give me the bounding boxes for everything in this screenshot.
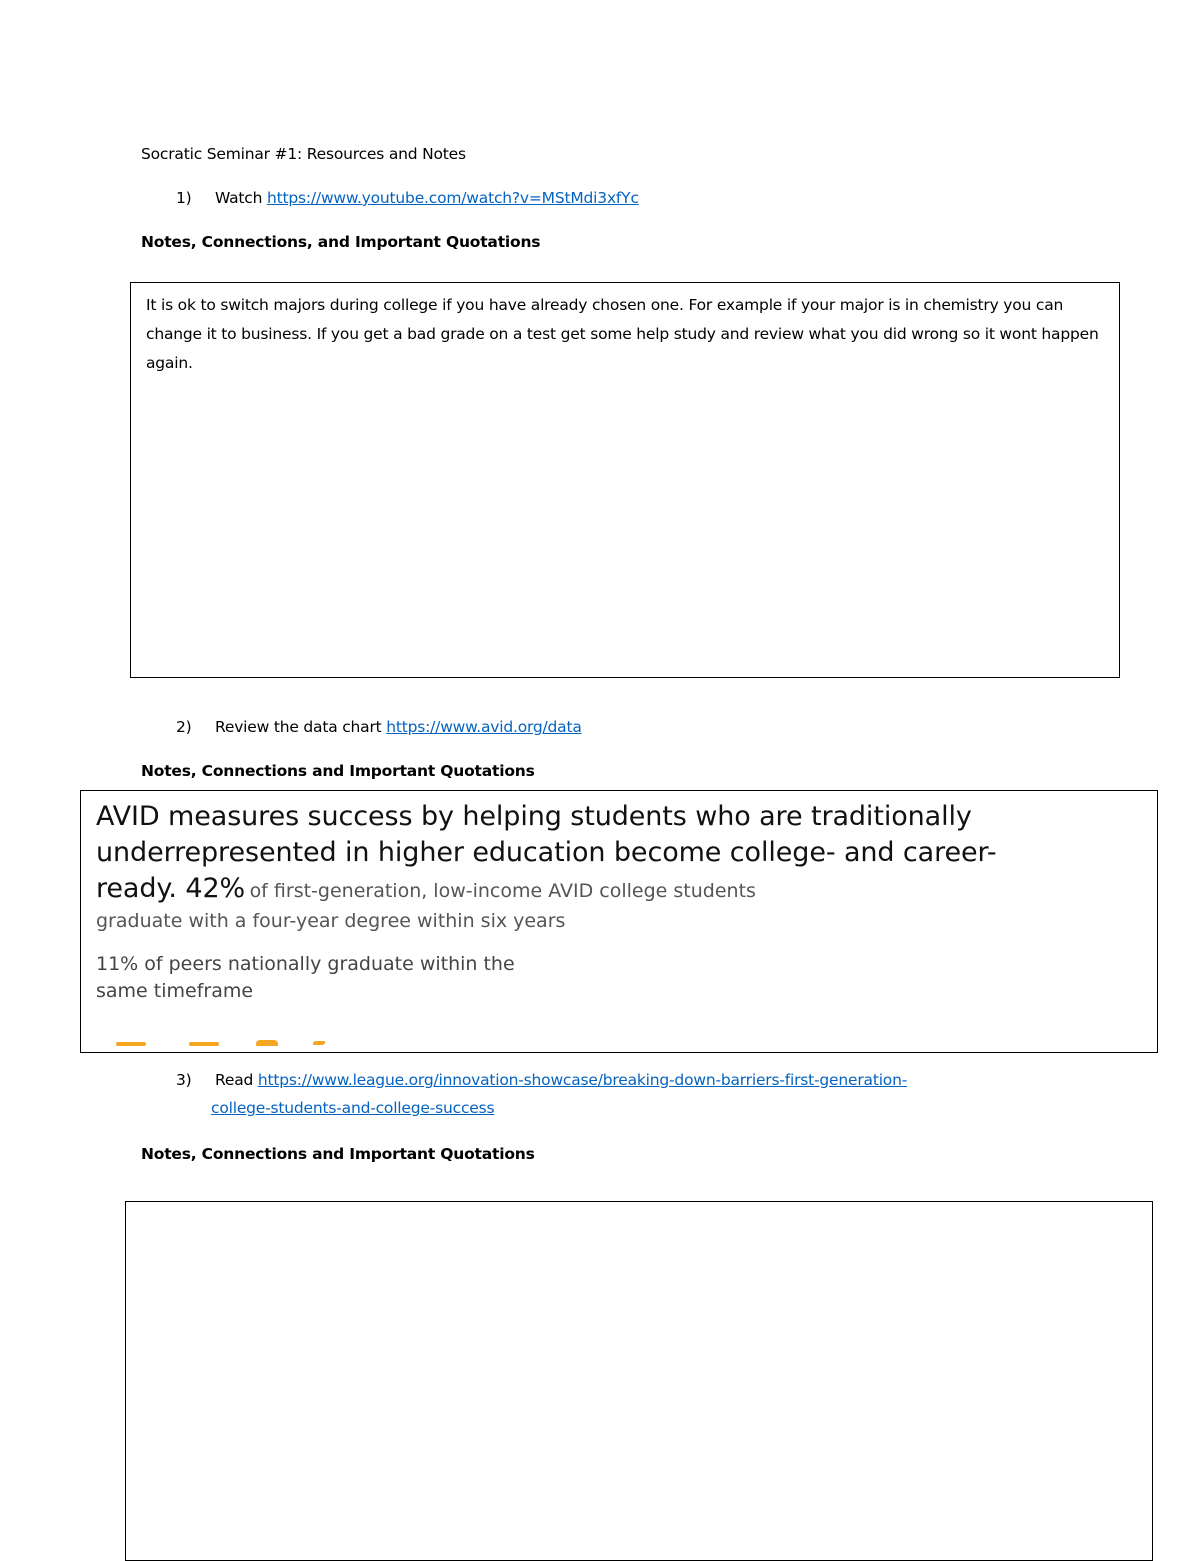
avid-line-5: 11% of peers nationally graduate within the bbox=[96, 953, 515, 975]
page-title: Socratic Seminar #1: Resources and Notes bbox=[141, 145, 466, 163]
avid-line-4: graduate with a four-year degree within six years bbox=[96, 910, 566, 932]
item-1-verb: Watch bbox=[214, 189, 263, 207]
avid-line-2: underrepresented in higher education become college- and career- bbox=[96, 837, 997, 868]
league-link-line-1[interactable]: https://www.league.org/innovation-showcase/breaking-down-barriers-first-generation- bbox=[257, 1071, 908, 1089]
item-1 bbox=[176, 189, 639, 207]
item-3-number: 3) bbox=[176, 1071, 192, 1089]
item-3-verb: Read bbox=[214, 1071, 254, 1089]
item-2 bbox=[176, 718, 582, 736]
notes-heading-1: Notes, Connections, and Important Quotations bbox=[141, 233, 541, 251]
youtube-link[interactable]: https://www.youtube.com/watch?v=MStMdi3xfYc bbox=[266, 189, 639, 207]
item-3 bbox=[176, 1071, 907, 1089]
notes-heading-2: Notes, Connections and Important Quotations bbox=[141, 762, 535, 780]
avid-line-3 bbox=[96, 871, 756, 907]
avid-line-3-small: of first-generation, low-income AVID college students bbox=[249, 880, 756, 902]
notes-box-1[interactable] bbox=[130, 282, 1120, 678]
avid-line-1: AVID measures success by helping students who are traditionally bbox=[96, 801, 972, 832]
notes-box-3[interactable] bbox=[125, 1201, 1153, 1561]
notes-box-2[interactable] bbox=[80, 790, 1158, 1053]
avid-stat-42: ready. 42% bbox=[96, 873, 246, 904]
avid-data-link[interactable]: https://www.avid.org/data bbox=[386, 718, 582, 736]
item-2-verb: Review the data chart bbox=[214, 718, 382, 736]
item-2-number: 2) bbox=[176, 718, 192, 736]
item-3-cont bbox=[211, 1099, 494, 1117]
league-link-line-2[interactable]: college-students-and-college-success bbox=[211, 1099, 495, 1117]
notes-box-1-text: It is ok to switch majors during college if you have already chosen one. For example if your major is in chemistry you can change it to business. If you get a bad grade on a test get some help study and review what you did wrong so it wont happen again. bbox=[146, 296, 1099, 372]
avid-line-6: same timeframe bbox=[96, 980, 254, 1002]
item-1-number: 1) bbox=[176, 189, 192, 207]
notes-heading-3: Notes, Connections and Important Quotations bbox=[141, 1145, 535, 1163]
